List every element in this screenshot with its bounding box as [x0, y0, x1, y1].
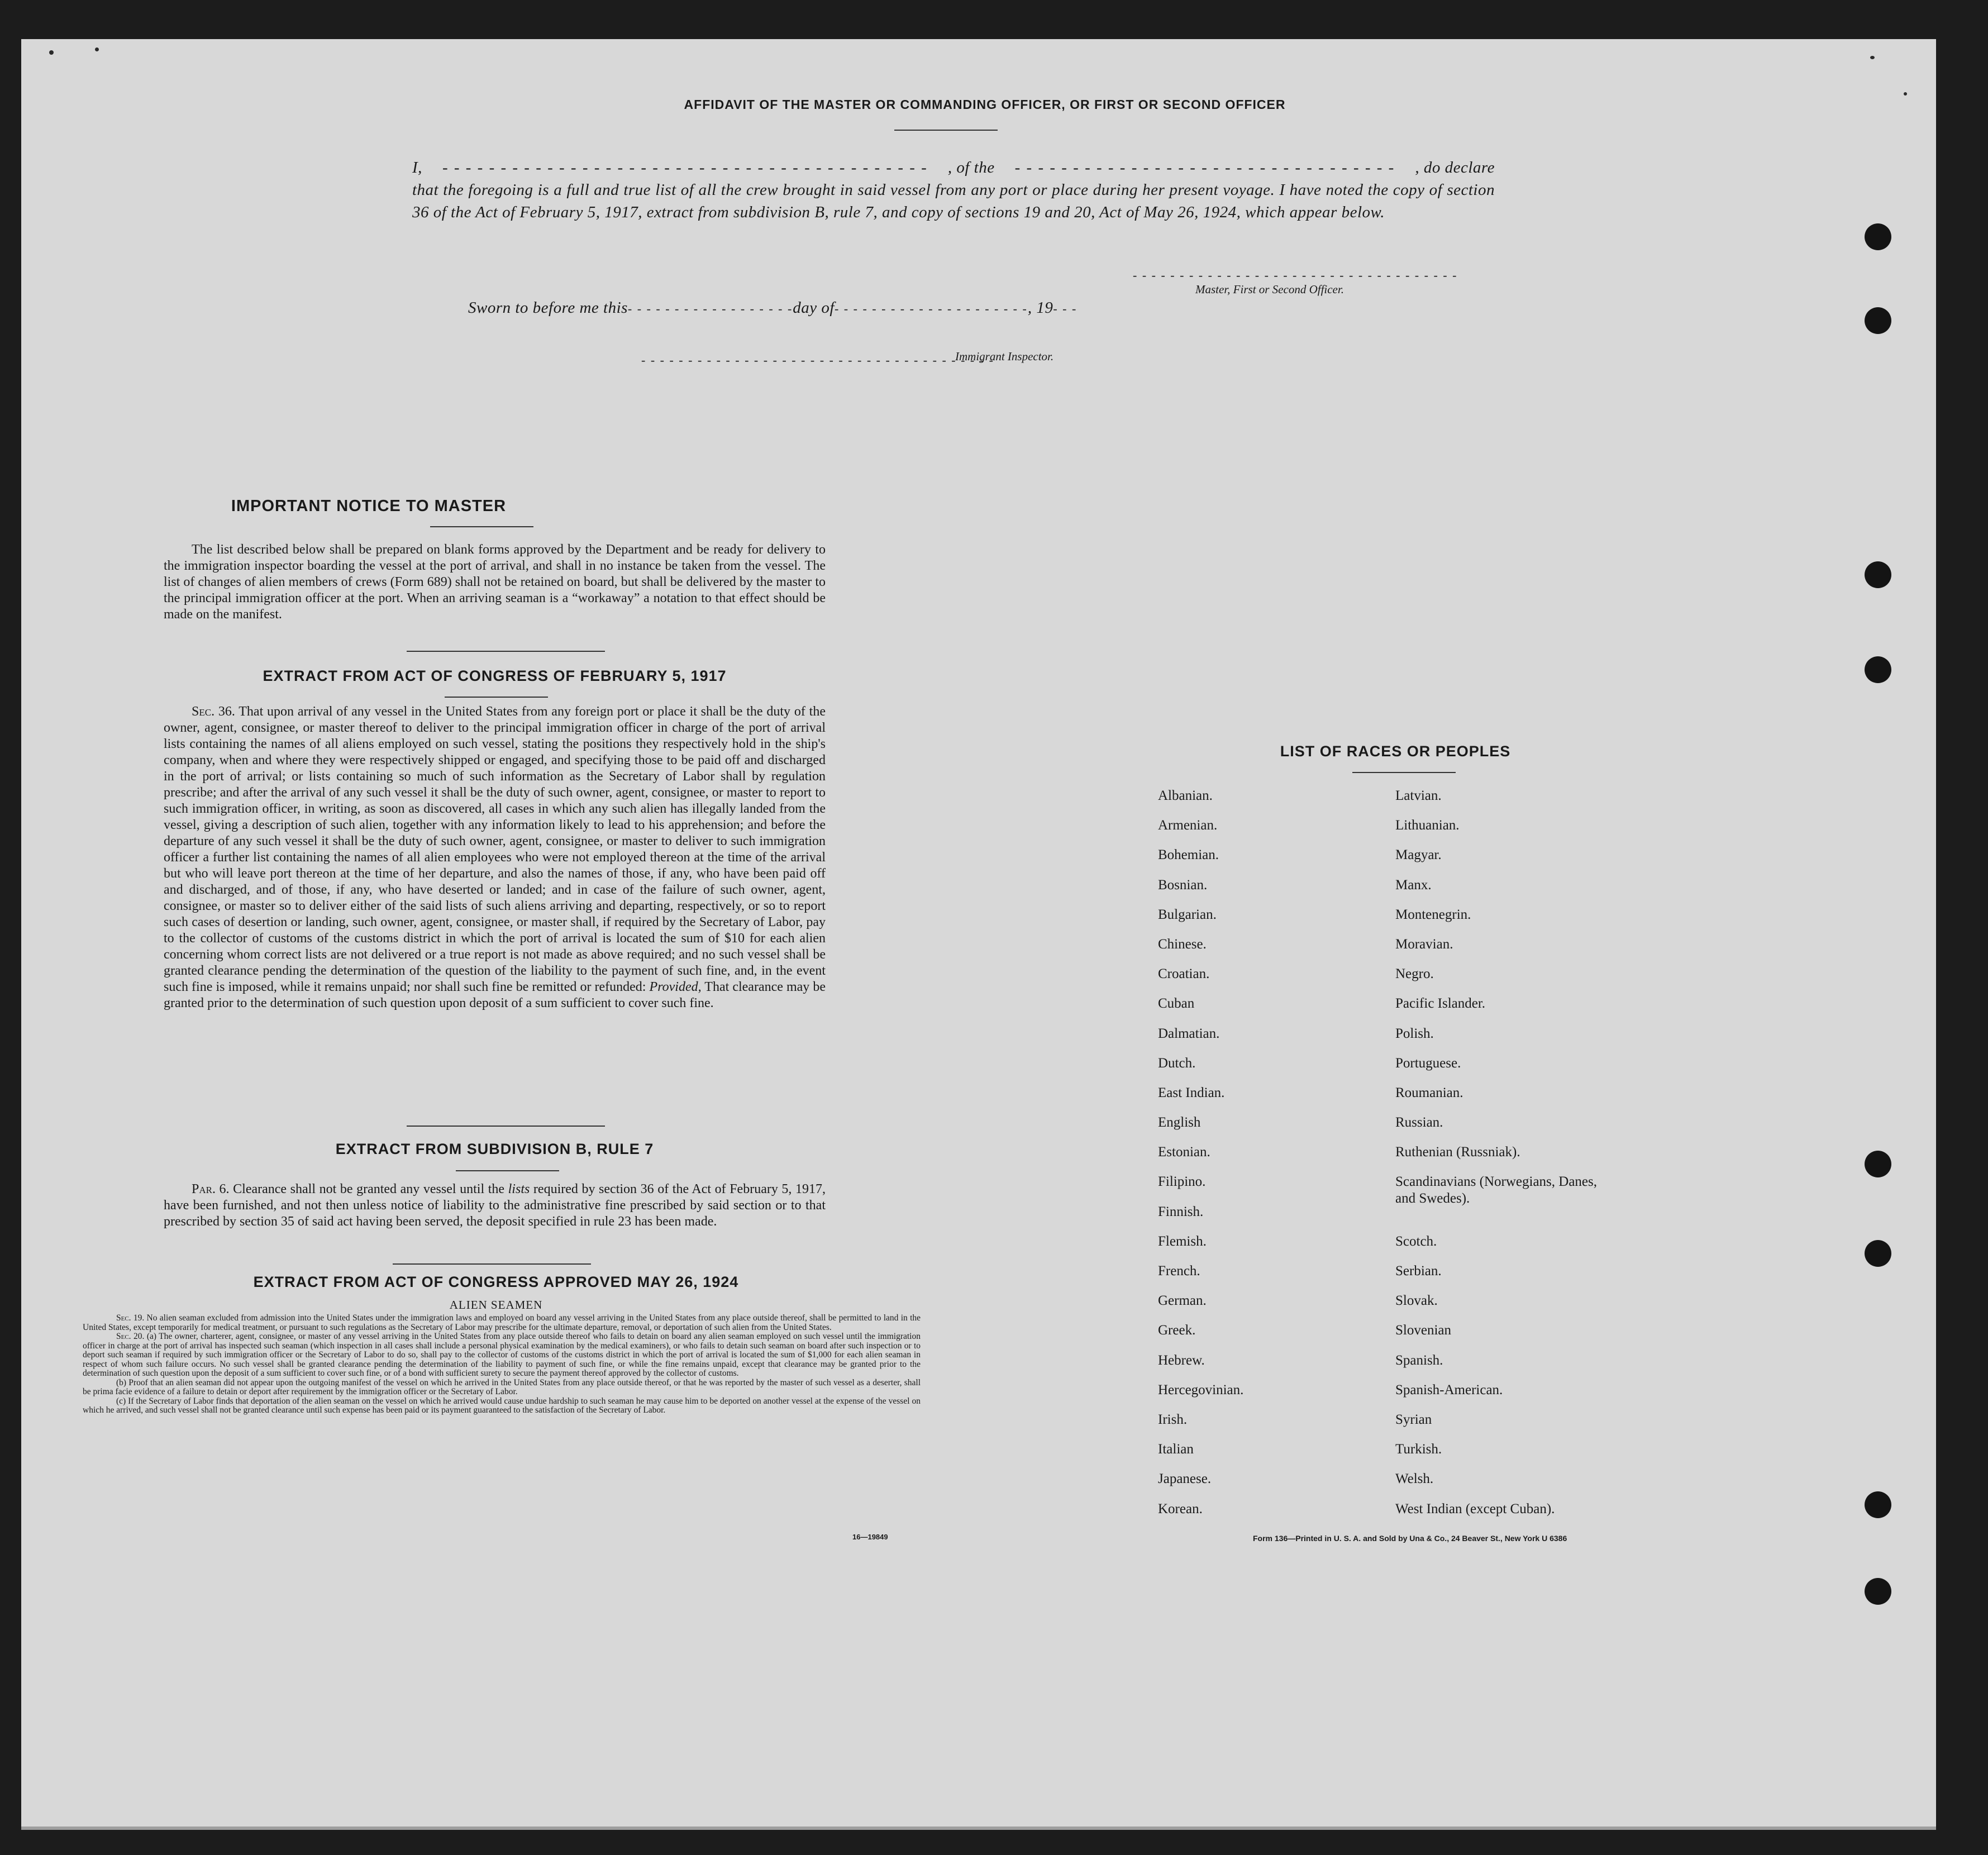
year-text: , 19 — [1027, 299, 1053, 317]
race-item: Magyar. — [1395, 847, 1442, 863]
race-item: Lithuanian. — [1395, 818, 1460, 833]
sec-20c-paragraph: (c) If the Secretary of Labor finds that deportation of the alien seaman on the vessel on which he arrived would cause undue hardship to such seaman he may cause him to be deported on another vessel at the expense of the vessel on which he arrived, and such vessel shall not be granted clearance until such expense has been paid or its payment guaranteed to the satisfaction of the Secretary of Labor. — [83, 1396, 921, 1415]
race-item: Bohemian. — [1158, 847, 1219, 863]
section-rule — [407, 1126, 605, 1127]
races-left-column — [1158, 788, 1243, 1530]
extract-1917-title: EXTRACT FROM ACT OF CONGRESS OF FEBRUARY 5, 1917 — [263, 667, 727, 684]
race-item: Scotch. — [1395, 1233, 1437, 1249]
sec-19-text: No alien seaman excluded from admission into the United States under the immigration laws and employed on board any vessel arriving in the United States from any place outside thereof, shall be permitted to land in the United States, except temporarily for medical treatment, or pursuant to such regulations as the Secretary of Labor may prescribe for the ultimate departure, removal, or deportation of such alien from the United States. — [83, 1313, 921, 1332]
race-item: Armenian. — [1158, 818, 1218, 833]
race-item: Polish. — [1395, 1026, 1434, 1041]
punch-hole — [1865, 1578, 1891, 1605]
race-item: Spanish. — [1395, 1352, 1443, 1368]
race-item: Moravian. — [1395, 936, 1453, 952]
lists-word: lists — [508, 1182, 530, 1196]
document-sheet — [21, 39, 1936, 1830]
race-item: Albanian. — [1158, 788, 1213, 803]
ink-speck — [1870, 56, 1875, 59]
race-item: Filipino. — [1158, 1174, 1206, 1190]
race-item: Chinese. — [1158, 936, 1207, 952]
notice-body — [164, 542, 826, 623]
sec-36-label: Sec. 36. — [192, 704, 235, 719]
sec-20b-paragraph: (b) Proof that an alien seaman did not appear upon the outgoing manifest of the vessel on which he arrived in the United States from any place outside thereof, or that he was reported by the master of such vessel as a deserter, shall be prima facie evidence of a failure to detain or deport after requirement by the immigration officer or the Secretary of Labor. — [83, 1377, 921, 1396]
sworn-line — [468, 299, 1077, 317]
par-6-paragraph — [164, 1181, 826, 1230]
race-item: Croatian. — [1158, 966, 1210, 982]
race-item: Greek. — [1158, 1323, 1196, 1338]
race-item: English — [1158, 1115, 1201, 1131]
day-of-text: day of — [793, 299, 835, 317]
month-blank[interactable]: - - - - - - - - - - - - - - - - - - - - - — [834, 302, 1028, 316]
title-underline — [894, 130, 998, 131]
punch-hole — [1865, 561, 1891, 588]
section-rule — [407, 651, 605, 652]
sworn-text: Sworn to before me this — [468, 299, 628, 317]
affidavit-statement — [412, 156, 1495, 223]
race-item: Bosnian. — [1158, 877, 1208, 893]
extract-1924-title: EXTRACT FROM ACT OF CONGRESS APPROVED MAY 26, 1924 — [253, 1274, 739, 1290]
race-item: Korean. — [1158, 1501, 1203, 1517]
race-item: Hercegovinian. — [1158, 1382, 1244, 1398]
sec-19-paragraph — [83, 1314, 921, 1332]
race-item: West Indian (except Cuban). — [1395, 1501, 1555, 1517]
punch-hole — [1865, 656, 1891, 683]
race-item: Dalmatian. — [1158, 1026, 1220, 1041]
race-item: Italian — [1158, 1442, 1194, 1457]
extract-rule7-title: EXTRACT FROM SUBDIVISION B, RULE 7 — [335, 1141, 654, 1157]
ink-speck — [95, 47, 99, 51]
race-item: Scandinavians (Norwegians, Danes, and Swedes). — [1395, 1174, 1598, 1207]
section-rule — [393, 1263, 591, 1265]
race-item: Syrian — [1395, 1411, 1432, 1427]
races-title: LIST OF RACES OR PEOPLES — [1280, 743, 1511, 760]
race-item: French. — [1158, 1263, 1200, 1279]
inspector-signature-label: Immigrant Inspector. — [955, 350, 1054, 363]
sec-20-label: Sec. 20. — [116, 1332, 145, 1341]
race-item: Flemish. — [1158, 1233, 1207, 1249]
race-item: Russian. — [1395, 1115, 1443, 1131]
master-signature-line[interactable]: - - - - - - - - - - - - - - - - - - - - - - - - - - - - - - - - - - - — [1133, 268, 1458, 282]
race-item: Cuban — [1158, 996, 1195, 1012]
race-item: Welsh. — [1395, 1471, 1434, 1487]
punch-hole — [1865, 223, 1891, 250]
print-code: 16—19849 — [852, 1533, 888, 1541]
alien-seamen-subtitle: ALIEN SEAMEN — [449, 1298, 543, 1312]
race-item: Roumanian. — [1395, 1085, 1463, 1100]
par-6-label: Par. 6. — [192, 1182, 230, 1196]
race-item: Irish. — [1158, 1411, 1188, 1427]
ink-speck — [49, 50, 54, 55]
ink-speck — [1904, 92, 1907, 96]
extract-1917-body — [164, 704, 826, 1012]
par-6-text: Clearance shall not be granted any vessel until the — [233, 1182, 505, 1196]
provided-word: Provided, — [649, 980, 702, 994]
punch-hole — [1865, 307, 1891, 334]
sec-20a-text: (a) The owner, charterer, agent, consignee, or master of any vessel arriving in the United States from any place outside thereof who fails to detain on board any alien seaman employed on such vessel until the immigration officer in charge at the port of arrival has inspected such seaman (which inspection in all cases shall include a personal physical examination by the medical examiners), or who fails to detain such seaman on board after such inspection or to deport such seaman if required by such immigration officer or the Secretary of Labor to do so, shall pay to the collector of customs of the customs district in which the port of arrival is located the sum of $1,000 for each alien seaman in respect of whom such failure occurs. No such vessel shall be granted clearance pending the determination of the liability to payment of such fine, or while the fine remains unpaid, except that clearance may be granted prior to the determination of such question upon the deposit of a sum sufficient to cover such fine, or of a bond with sufficient surety to secure the payment thereof approved by the collector of customs. — [83, 1332, 921, 1378]
race-item: East Indian. — [1158, 1085, 1225, 1100]
race-item: Latvian. — [1395, 788, 1442, 803]
race-item: Turkish. — [1395, 1442, 1442, 1457]
notice-title: IMPORTANT NOTICE TO MASTER — [231, 497, 507, 515]
race-item: German. — [1158, 1293, 1207, 1309]
race-item: Manx. — [1395, 877, 1432, 893]
affidavit-i: I, — [412, 159, 422, 177]
year-blank[interactable]: - - - — [1053, 302, 1078, 316]
race-item: Finnish. — [1158, 1204, 1204, 1219]
race-item: Portuguese. — [1395, 1055, 1461, 1071]
race-item: Negro. — [1395, 966, 1434, 982]
heading-rule — [1352, 772, 1456, 773]
form-footer: Form 136—Printed in U. S. A. and Sold by Una & Co., 24 Beaver St., New York U 6386 — [1253, 1534, 1567, 1543]
heading-rule — [456, 1170, 559, 1171]
race-item: Japanese. — [1158, 1471, 1212, 1487]
sec-19-label: Sec. 19. — [116, 1313, 145, 1323]
affidavit-declare: , do declare — [1415, 159, 1495, 177]
extract-1924-body — [83, 1314, 921, 1415]
affidavit-body: that the foregoing is a full and true list of all the crew brought in said vessel from any port or place during her present voyage. I have noted the copy of section 36 of the Act of February 5, 1917, extract from subdivision B, rule 7, and copy of sections 19 and 20, Act of May 26, 1924, which appear below. — [412, 181, 1495, 221]
races-right-column — [1395, 788, 1608, 1530]
affidavit-of-the: , of the — [947, 159, 995, 177]
race-item: Estonian. — [1158, 1145, 1210, 1160]
sec-36-text: That upon arrival of any vessel in the United States from any foreign port or place it shall be the duty of the owner, agent, consignee, or master thereof to deliver to the principal immigration officer in charge of the port of arrival lists containing the names of all aliens employed on such vessel, stating the positions they respectively hold in the ship's company, when and where they were respectively shipped or engaged, and specifying those to be paid off and discharged in the port of arrival; or lists containing so much of such information as the Secretary of Labor shall by regulation prescribe; and after the arrival of any such vessel it shall be the duty of such owner, agent, consignee, or master to report to such immigration officer, in writing, as soon as discovered, all cases in which any such alien has illegally landed from the vessel, giving a description of such alien, together with any information likely to lead to his apprehension; and before the departure of any such vessel it shall be the duty of such owner, agent, consignee, or master to deliver to such immigration officer a further list containing the names of all alien employees who were not employed thereon at the time of the arrival but who will leave port thereon at the time of her departure, and also the names of those, if any, who have been paid off and discharged, and of those, if any, who have deserted or landed; and in case of the failure of such owner, agent, consignee, or master so to deliver either of the said lists of such aliens arriving and departing, respectively, or so to report such cases of desertion or landing, such owner, agent, consignee, or master shall, if required by the Secretary of Labor, pay to the collector of customs of the customs district in which the port of arrival is located the sum of $10 for each alien concerning whom correct lists are not delivered or a true report is not made as above required; and no such vessel shall be granted clearance pending the determination of the question of the liability to the payment of such fine, and, in the event such fine is imposed, while it remains unpaid; nor shall such fine be remitted or refunded: — [164, 704, 826, 994]
sec-36-paragraph — [164, 704, 826, 1012]
affidavit-title: AFFIDAVIT OF THE MASTER OR COMMANDING OFFICER, OR FIRST OR SECOND OFFICER — [684, 97, 1286, 112]
race-item: Slovak. — [1395, 1293, 1438, 1309]
race-item: Hebrew. — [1158, 1352, 1205, 1368]
sec-36-text-end: That clearance may be granted prior to the determination of such question upon deposit of a sum sufficient to cover such fine. — [164, 980, 826, 1010]
race-item: Pacific Islander. — [1395, 996, 1486, 1012]
inspector-signature-line[interactable]: - - - - - - - - - - - - - - - - - - - - - - - - - - - - - - - - - - - - - - — [641, 353, 994, 367]
punch-hole — [1865, 1240, 1891, 1267]
race-item: Slovenian — [1395, 1323, 1451, 1338]
notice-paragraph: The list described below shall be prepared on blank forms approved by the Department and be ready for delivery to the immigration inspector boarding the vessel at the port of arrival, and shall in no instance be taken from the vessel. The list of changes of alien members of crews (Form 689) shall not be retained on board, but shall be delivered by the master to the principal immigration officer at the port. When an arriving seaman is a “workaway” a notation to that effect should be made on the manifest. — [164, 542, 826, 622]
par-6-text-end: required by section 36 of the Act of February 5, 1917, have been furnished, and not then unless notice of liability to the administrative fine prescribed by said section or to that prescribed by section 35 of said act having been served, the deposit specified in rule 23 has been made. — [164, 1182, 826, 1229]
extract-rule7-body — [164, 1181, 826, 1230]
race-item: Montenegrin. — [1395, 907, 1471, 922]
race-item: Bulgarian. — [1158, 907, 1217, 922]
day-blank[interactable]: - - - - - - - - - - - - - - - - - - — [627, 302, 793, 316]
vessel-blank[interactable]: - - - - - - - - - - - - - - - - - - - - - - - - - - - - - - - - - — [1014, 159, 1395, 177]
race-item: Spanish-American. — [1395, 1382, 1503, 1398]
name-blank[interactable]: - - - - - - - - - - - - - - - - - - - - - - - - - - - - - - - - - - - - - - - - - - — [442, 159, 928, 177]
race-item: Ruthenian (Russniak). — [1395, 1145, 1520, 1160]
heading-rule — [445, 697, 548, 698]
punch-hole — [1865, 1491, 1891, 1518]
heading-rule — [430, 526, 533, 527]
race-item: Serbian. — [1395, 1263, 1442, 1279]
punch-hole — [1865, 1151, 1891, 1177]
race-item: Dutch. — [1158, 1055, 1196, 1071]
sec-20a-paragraph — [83, 1332, 921, 1379]
master-signature-label: Master, First or Second Officer. — [1195, 283, 1344, 296]
